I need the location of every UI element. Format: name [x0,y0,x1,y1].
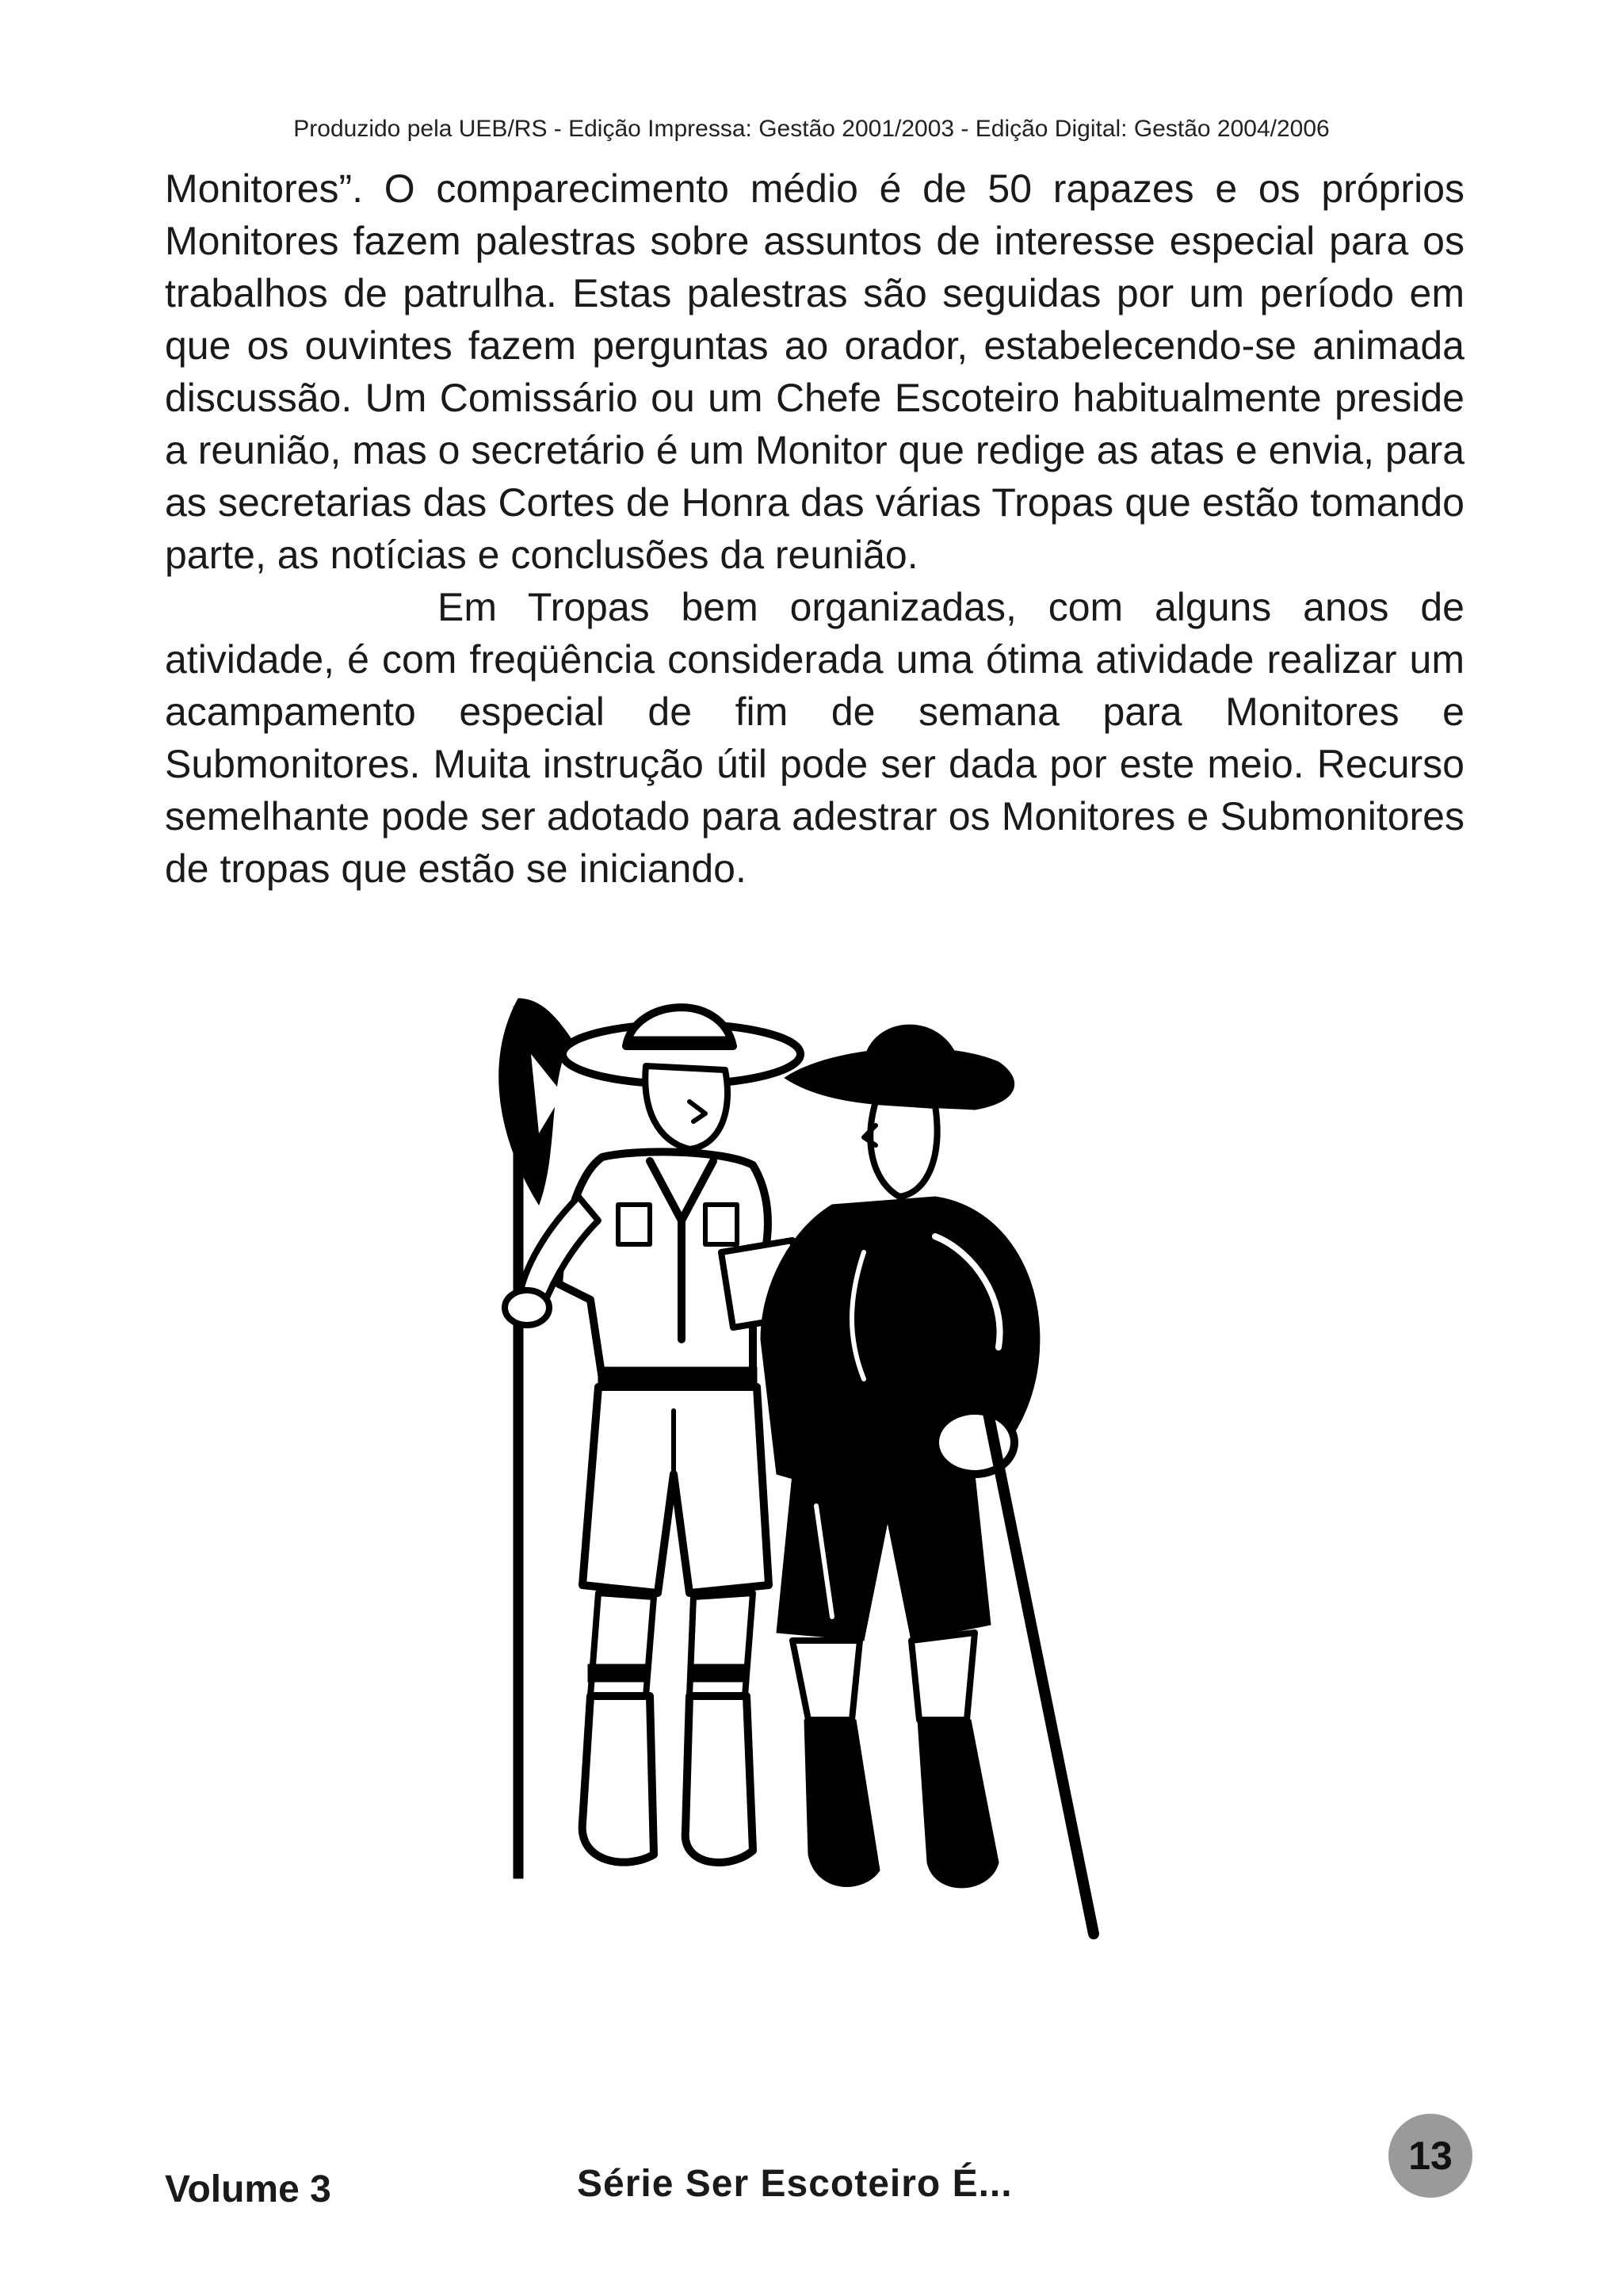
body-text [165,162,1465,895]
boot-left-2 [685,1696,753,1862]
boot-left-1 [582,1696,654,1862]
boot-right-2 [918,1720,999,1888]
paragraph-1: Monitores”. O comparecimento médio é de 50 rapazes e os próprios Monitores fazem palestras sobre assuntos de interesse especial para os trabalhos de patrulha. Estas palestras são seguidas por um período em que os ouvintes fazem perguntas ao orador, estabelecendo-se animada discussão. Um Comissário ou um Chefe Escoteiro habitualmente preside a reunião, mas o secretário é um Monitor que redige as atas e envia, para as secretarias das Cortes de Honra das várias Tropas que estão tomando parte, as notícias e conclusões da reunião. [165,166,1465,577]
flag [499,999,571,1205]
hat-right-crown [864,1025,959,1062]
head-left [645,1066,727,1149]
paragraph-2: Em Tropas bem organizadas, com alguns anos de atividade, é com freqüência considerada uma ótima atividade realizar um acampamento especial de fim de semana para Monitores e Submonitores. Muita instrução útil pode ser dada por este meio. Recurso semelhante pode ser adotado para adestrar os Monitores e Submonitores de tropas que estão se iniciando. [165,585,1465,891]
page-header: Produzido pela UEB/RS - Edição Impressa: Gestão 2001/2003 - Edição Digital: Gestão 2004/2006 [293,116,1330,142]
head-right [870,1102,937,1197]
footer-series-title: Série Ser Escoteiro É... [577,2163,1013,2205]
page-number: 13 [1408,2134,1453,2178]
boot-right-1 [804,1720,880,1886]
shorts-right [777,1474,991,1641]
two-scouts-illustration [420,967,1197,2092]
page-number-badge [1388,2114,1472,2198]
footer-volume: Volume 3 [165,2168,331,2210]
